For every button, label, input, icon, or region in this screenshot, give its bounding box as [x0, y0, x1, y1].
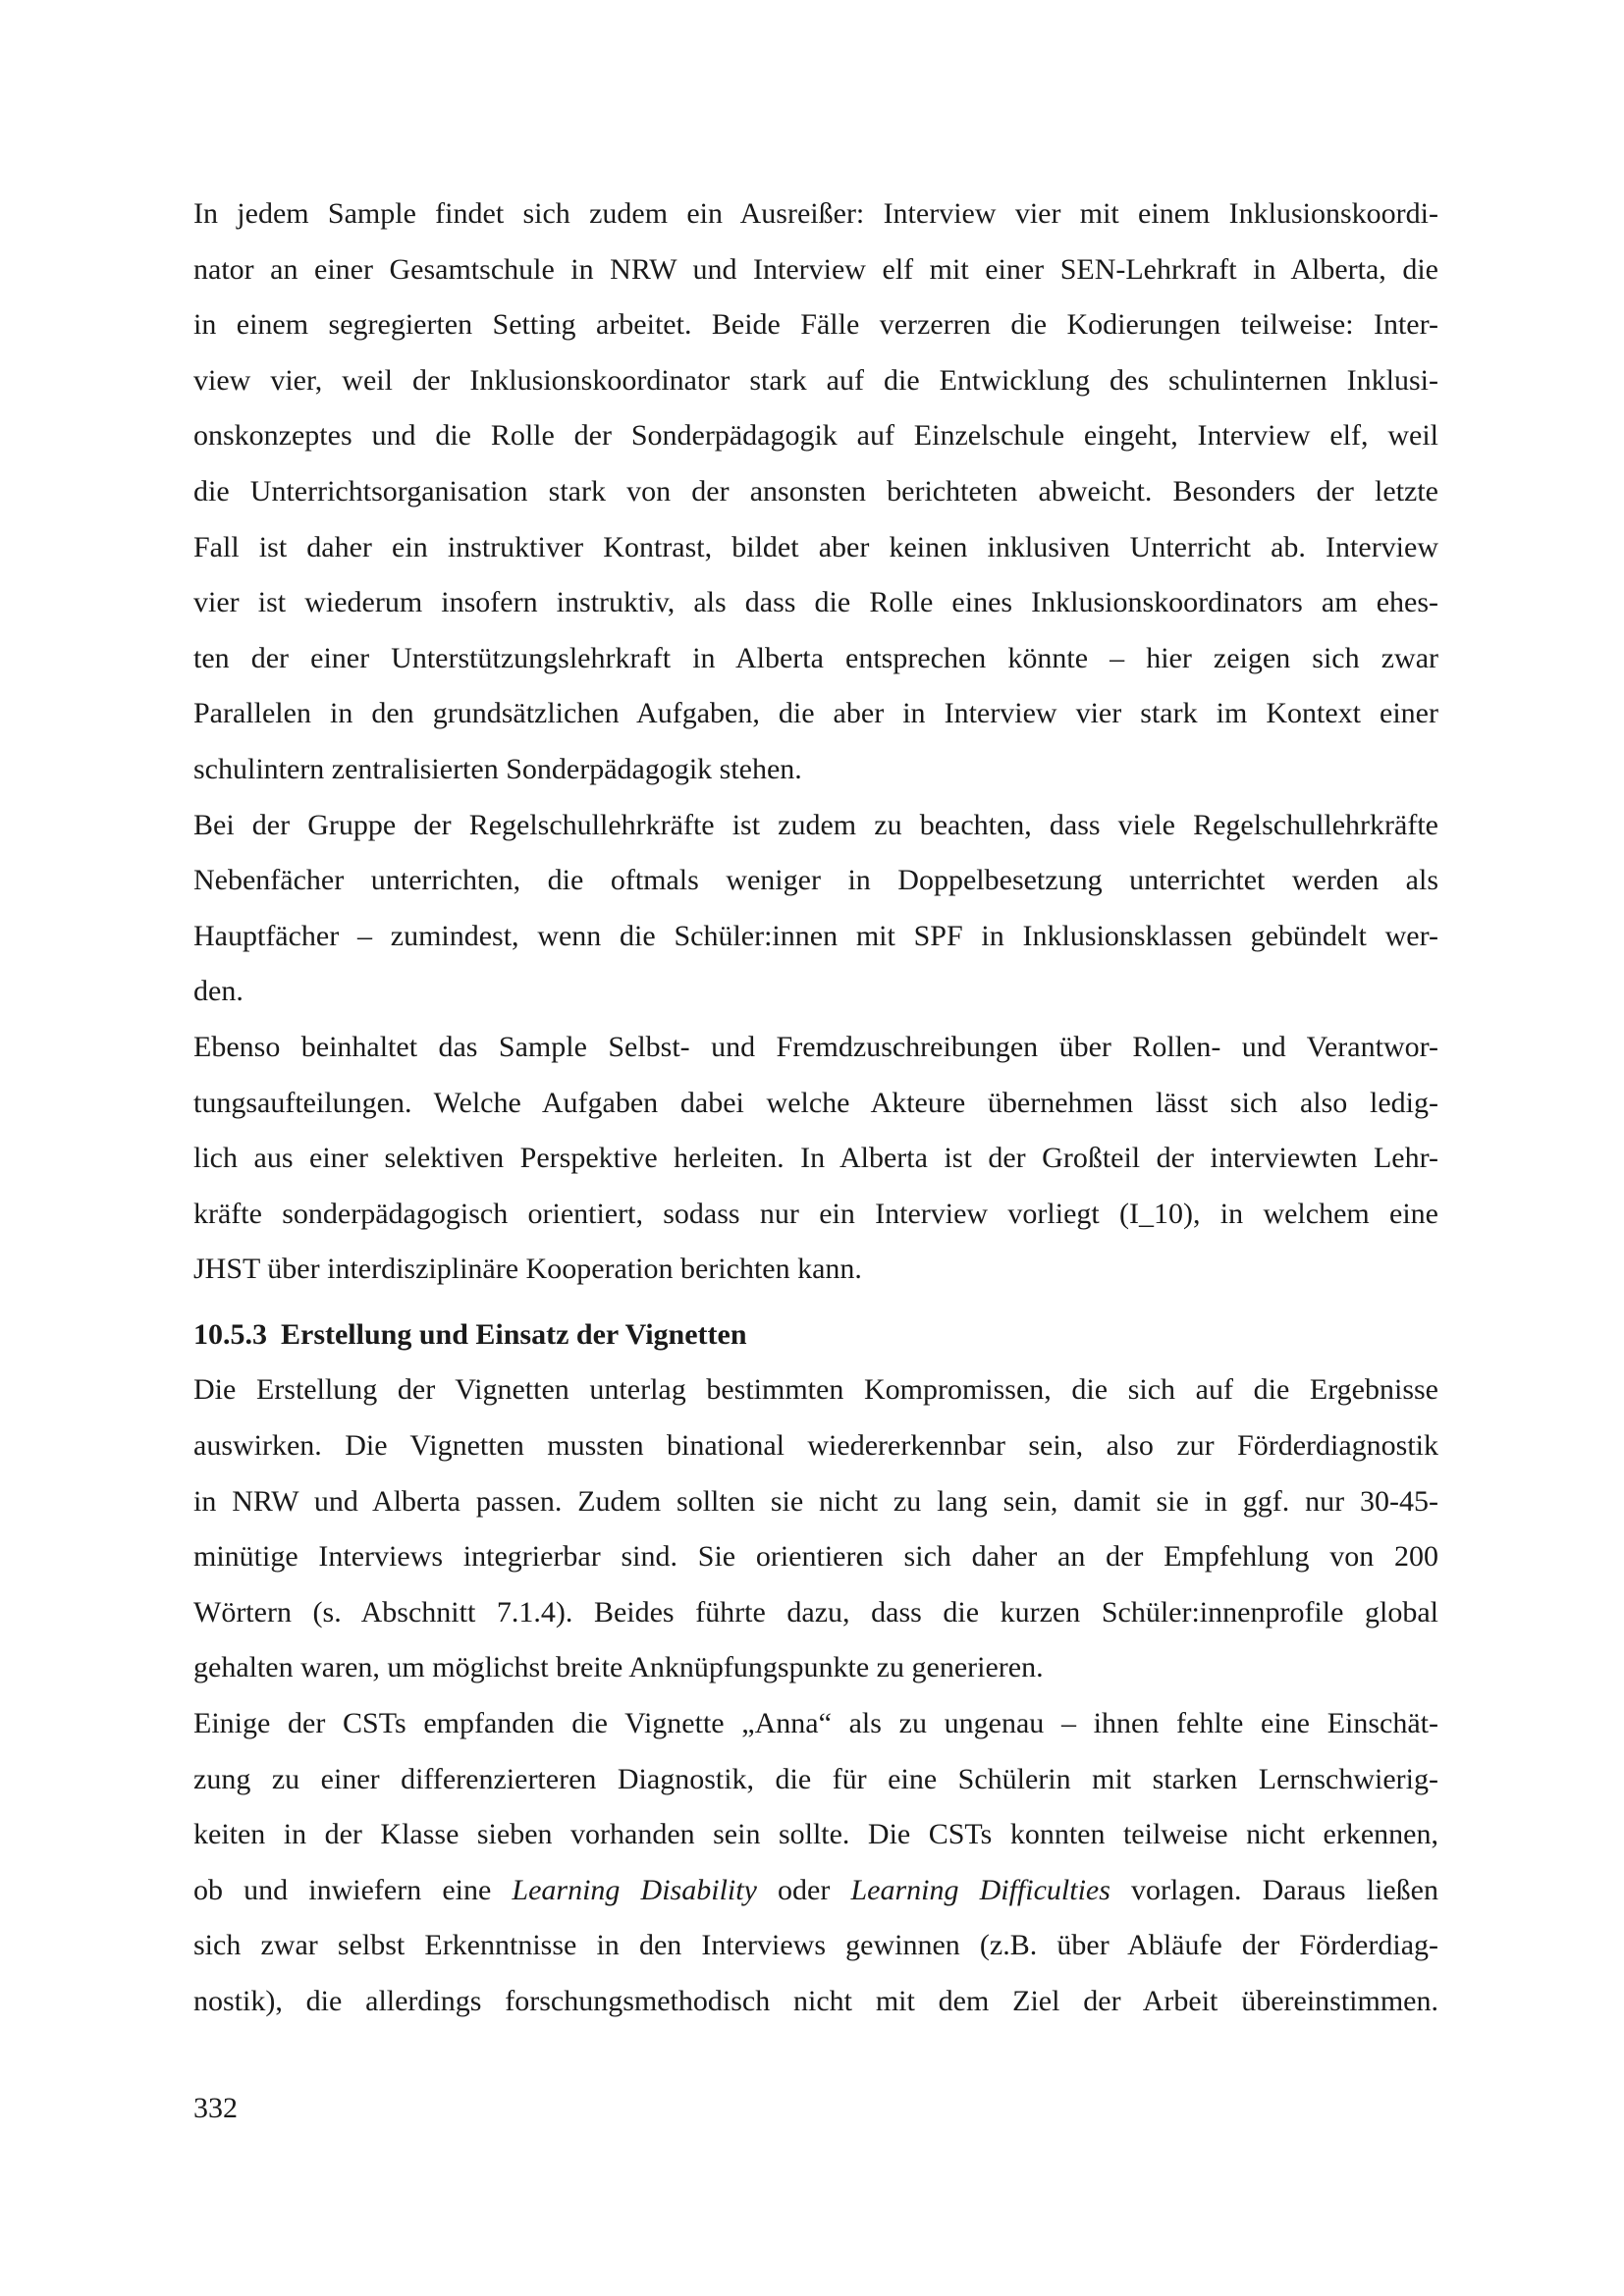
text-line: In jedem Sample findet sich zudem ein Ausreißer: Interview vier mit einem Inklusionskoordi- — [193, 197, 1438, 230]
text-line: Fall ist daher ein instruktiver Kontrast, bildet aber keinen inklusiven Unterricht ab. Interview — [193, 530, 1438, 563]
paragraph-vignette-anna — [193, 1696, 1438, 2030]
section-heading — [193, 1308, 1438, 1363]
text-line: zung zu einer differenzierteren Diagnostik, die für eine Schülerin mit starken Lernschwierig- — [193, 1762, 1438, 1795]
text-line: nostik), die allerdings forschungsmethodisch nicht mit dem Ziel der Arbeit übereinstimmen. — [193, 1985, 1438, 2017]
text-line: tungsaufteilungen. Welche Aufgaben dabei welche Akteure übernehmen lässt sich also ledig- — [193, 1086, 1438, 1119]
text-line: in einem segregierten Setting arbeitet. Beide Fälle verzerren die Kodierungen teilweise: Inter- — [193, 308, 1438, 342]
text-line: Die Erstellung der Vignetten unterlag bestimmten Kompromissen, die sich auf die Ergebnisse — [193, 1373, 1438, 1407]
paragraph-role-attributions — [193, 1020, 1438, 1298]
text-line: den. — [193, 975, 244, 1008]
text-run: ob und inwiefern eine — [193, 1873, 513, 1906]
text-line: onskonzeptes und die Rolle der Sonderpädagogik auf Einzelschule eingeht, Interview elf, weil — [193, 419, 1438, 453]
text-run: vorlagen. Daraus ließen — [1110, 1873, 1438, 1906]
text-line: lich aus einer selektiven Perspektive herleiten. In Alberta ist der Großteil der interviewten Lehr- — [193, 1142, 1438, 1175]
paragraph-vignette-creation — [193, 1362, 1438, 1696]
text-line: Hauptfächer – zumindest, wenn die Schüler:innen mit SPF in Inklusionsklassen gebündelt wer- — [193, 919, 1438, 952]
text-line: vier ist wiederum insofern instruktiv, als dass die Rolle eines Inklusionskoordinators am ehes- — [193, 586, 1438, 619]
text-line: sich zwar selbst Erkenntnisse in den Interviews gewinnen (z.B. über Abläufe der Förderdiag- — [193, 1929, 1438, 1962]
paragraph-regular-teachers — [193, 798, 1438, 1020]
text-line: Parallelen in den grundsätzlichen Aufgaben, die aber in Interview vier stark im Kontext einer — [193, 697, 1438, 730]
text-line: JHST über interdisziplinäre Kooperation berichten kann. — [193, 1253, 862, 1286]
text-line: Nebenfächer unterrichten, die oftmals weniger in Doppelbesetzung unterrichtet werden als — [193, 864, 1438, 897]
text-line: Ebenso beinhaltet das Sample Selbst- und Fremdzuschreibungen über Rollen- und Verantwor- — [193, 1030, 1438, 1063]
paragraph-outliers — [193, 187, 1438, 798]
text-line: minütige Interviews integrierbar sind. Sie orientieren sich daher an der Empfehlung von 200 — [193, 1540, 1438, 1574]
text-line: auswirken. Die Vignetten mussten binational wiedererkennbar sein, also zur Förderdiagnostik — [193, 1429, 1438, 1463]
text-line: Bei der Gruppe der Regelschullehrkräfte ist zudem zu beachten, dass viele Regelschullehrkräfte — [193, 808, 1438, 841]
section-number: 10.5.3 — [193, 1317, 267, 1351]
text-line: schulintern zentralisierten Sonderpädagogik stehen. — [193, 752, 802, 785]
text-line: Wörtern (s. Abschnitt 7.1.4). Beides führte dazu, dass die kurzen Schüler:innenprofile global — [193, 1595, 1438, 1629]
section-title: Erstellung und Einsatz der Vignetten — [281, 1317, 747, 1351]
text-line: ten der einer Unterstützungslehrkraft in Alberta entsprechen könnte – hier zeigen sich zwar — [193, 641, 1438, 674]
text-line: keiten in der Klasse sieben vorhanden sein sollte. Die CSTs konnten teilweise nicht erkennen, — [193, 1818, 1438, 1851]
text-line: Einige der CSTs empfanden die Vignette „Anna“ als zu ungenau – ihnen fehlte eine Einschät- — [193, 1707, 1438, 1740]
emphasis-term: Learning Difficulties — [850, 1873, 1110, 1906]
text-line: in NRW und Alberta passen. Zudem sollten sie nicht zu lang sein, damit sie in ggf. nur 30-45- — [193, 1484, 1438, 1518]
page-number: 332 — [193, 2092, 238, 2124]
text-line: kräfte sonderpädagogisch orientiert, sodass nur ein Interview vorliegt (I_10), in welchem eine — [193, 1197, 1438, 1230]
page-body — [193, 187, 1438, 2030]
emphasis-term: Learning Disability — [512, 1873, 757, 1906]
text-line: view vier, weil der Inklusionskoordinator stark auf die Entwicklung des schulinternen Inklusi- — [193, 363, 1438, 397]
text-run: oder — [756, 1873, 851, 1906]
text-line: nator an einer Gesamtschule in NRW und Interview elf mit einer SEN-Lehrkraft in Alberta, die — [193, 252, 1438, 286]
text-line: die Unterrichtsorganisation stark von der ansonsten berichteten abweicht. Besonders der letzte — [193, 474, 1438, 507]
text-line: gehalten waren, um möglichst breite Anknüpfungspunkte zu generieren. — [193, 1651, 1044, 1684]
text-line — [193, 1863, 1438, 1919]
